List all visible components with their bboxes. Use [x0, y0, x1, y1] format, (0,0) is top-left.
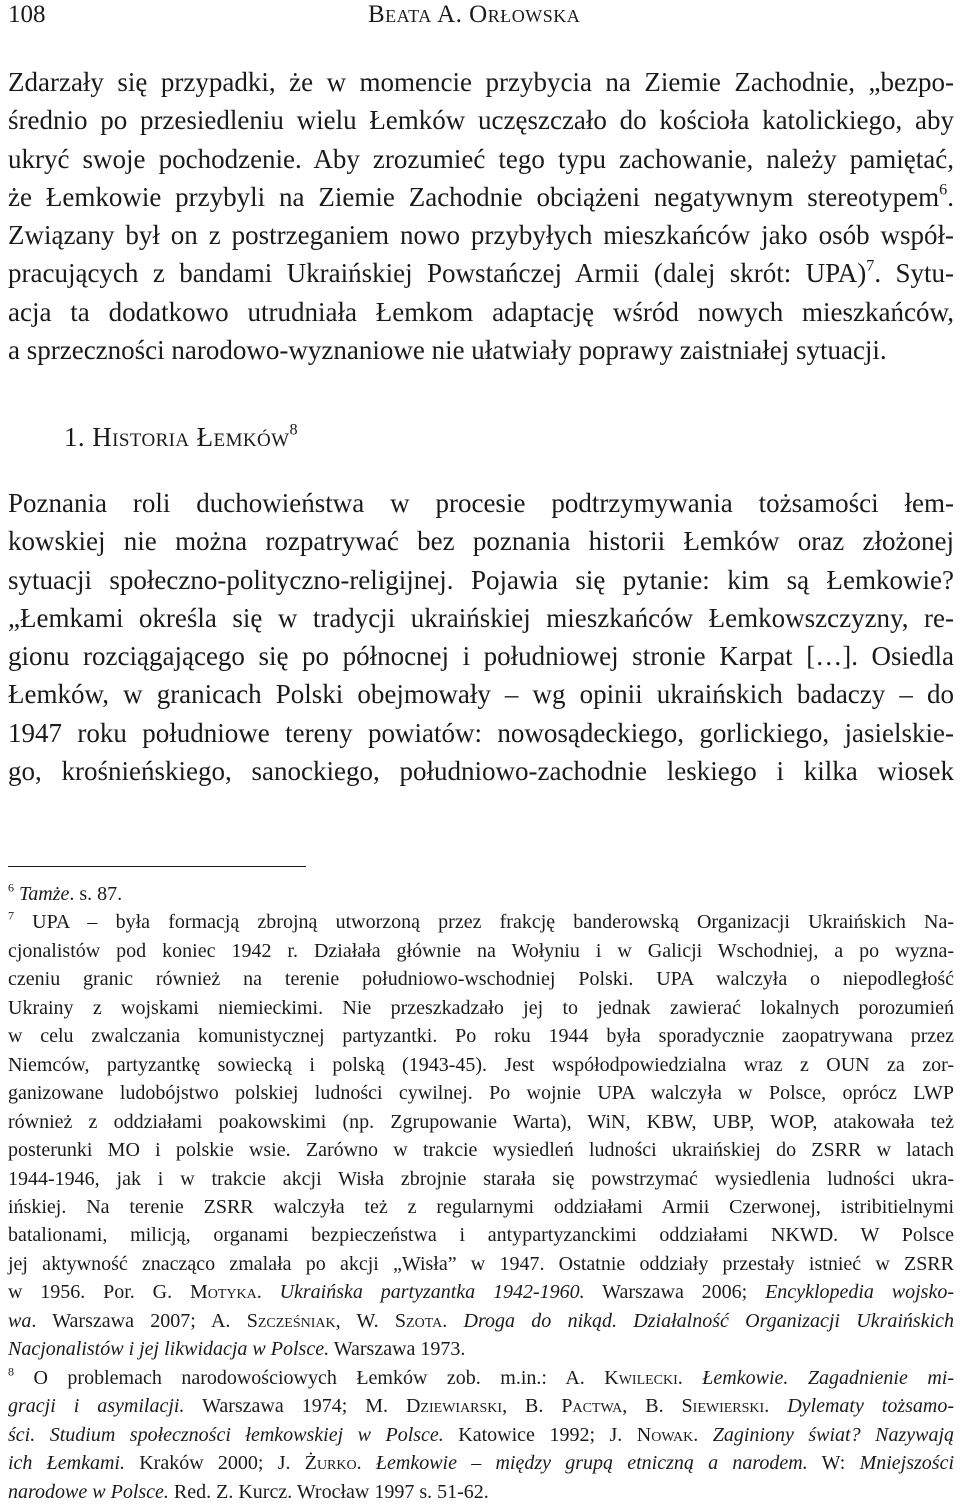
- section-heading: [64, 418, 298, 456]
- footnote-text: , B.: [502, 1395, 562, 1418]
- footnote-7-line: cjonalistów pod koniec 1942 r. Działała głównie na Wołyniu i w Galicji Wschodniej, a po wyzna-: [8, 939, 954, 962]
- footnote-book-title: ich Łemkami.: [8, 1452, 125, 1475]
- footnote-text: Warszawa 2006;: [584, 1281, 766, 1304]
- footnote-author: Dziewiarski: [405, 1395, 503, 1418]
- footnote-author: Szcześniak: [246, 1309, 336, 1332]
- text-line: go, krośnieńskiego, sanockiego, południowo-zachodnie leskiego i kilka wiosek: [8, 756, 954, 787]
- footnote-author: Siewierski: [681, 1395, 765, 1418]
- footnote-text: .: [677, 1366, 703, 1389]
- footnote-author: Kwilecki: [604, 1366, 678, 1389]
- running-head-author: Beata A. Orłowska: [368, 1, 581, 28]
- footnote-number: 6: [8, 880, 14, 895]
- footnote-8-line: [8, 1364, 954, 1392]
- footnote-text: Kraków 2000; J.: [125, 1452, 305, 1475]
- footnote-7-line: [8, 908, 954, 936]
- footnote-7-line: Niemców, partyzantkę sowiecką i polską (1943-45). Jest współodpowiedzialna wraz z OUN za zor-: [8, 1053, 954, 1076]
- text-segment: . Sytu-: [874, 258, 954, 289]
- footnote-ref-7[interactable]: 7: [866, 257, 875, 276]
- text-segment: że Łemkowie przybyli na Ziemie Zachodnie obciążeni negatywnym stereotypem: [8, 181, 940, 212]
- footnote-7-line: w celu zwalczania komunistycznej partyzantki. Po roku 1944 była sporadycznie zaopatrywana przez: [8, 1025, 954, 1048]
- footnote-author: Nowak: [636, 1423, 694, 1446]
- footnote-divider: [8, 866, 306, 867]
- text-line: a sprzeczności narodowo-wyznaniowe nie ułatwiały poprawy zaistniałej sytuacji.: [8, 335, 887, 366]
- footnote-text: W:: [807, 1452, 860, 1475]
- footnote-text: . Warszawa 2007; A.: [31, 1309, 247, 1332]
- text-line: Łemków, w granicach Polski obejmowały – wg opinii ukraińskich badaczy – do: [8, 679, 954, 710]
- page-header: [8, 0, 954, 30]
- paragraph-1: [8, 63, 954, 369]
- footnote-author: Pactwa: [561, 1395, 623, 1418]
- footnote-book-title: Mniejszości: [859, 1452, 954, 1475]
- text-line: [8, 254, 954, 292]
- footnote-number: 7: [8, 909, 14, 924]
- footnote-text: O problemach narodowościowych Łemków zob. m.in.: A.: [33, 1366, 605, 1389]
- footnote-text: .: [693, 1423, 713, 1446]
- text-segment: pracujących z bandami Ukraińskiej Powstańczej Armii (dalej skrót: UPA): [8, 258, 867, 289]
- footnote-7-line: [8, 1307, 954, 1335]
- footnote-7-line: [8, 1335, 954, 1363]
- footnote-book-title: Droga do nikąd. Działalność Organizacji Ukraińskich: [463, 1309, 955, 1332]
- footnote-7-line: [8, 1278, 954, 1306]
- text-line: acja ta dodatkowo utrudniała Łemkom adaptację wśród nowych mieszkańców,: [8, 296, 954, 327]
- footnote-text: .: [356, 1452, 376, 1475]
- footnote-text: w 1956. Por. G.: [8, 1281, 190, 1304]
- footnote-7-line: batalionami, milicją, organami bezpieczeństwa i antypartyzanckimi oddziałami NKWD. W Polsce: [8, 1224, 954, 1247]
- footnote-book-title: Ukraińska partyzantka 1942-1960.: [279, 1281, 585, 1304]
- footnote-book-title: ści. Studium społeczności łemkowskiej w Polsce.: [8, 1423, 444, 1446]
- footnote-7-line: ganizowane ludobójstwo polskiej ludności cywilnej. Po wojnie UPA walczyła w Polsce, oprócz LWP: [8, 1082, 954, 1105]
- footnote-6: [8, 880, 954, 908]
- footnote-text: UPA – była formacją zbrojną utworzoną przez frakcję banderowską Organizacji Ukraińskich Na-: [32, 911, 954, 934]
- section-title: Historia Łemków: [92, 422, 290, 452]
- footnote-book-title: Zaginiony świat? Nazywają: [712, 1423, 955, 1446]
- footnote-text: , B.: [622, 1395, 682, 1418]
- footnote-8-line: [8, 1478, 954, 1506]
- footnotes: [8, 880, 954, 1506]
- footnote-book-title: Łemkowie. Zagadnienie mi-: [702, 1366, 955, 1389]
- text-line: Zdarzały się przypadki, że w momencie przybycia na Ziemie Zachodnie, „bezpo-: [8, 67, 954, 97]
- footnote-author: Żurko: [304, 1452, 357, 1475]
- footnote-book-title: Dylematy tożsamo-: [787, 1395, 955, 1418]
- footnote-book-title: gracji i asymilacji.: [8, 1395, 185, 1418]
- footnote-author: Motyka: [189, 1281, 257, 1304]
- footnote-text: . s. 87.: [69, 883, 123, 905]
- footnote-7-line: 1944-1946, jak i w trakcie akcji Wisła zbrojnie starała się powstrzymać wysiedlenia ludności ukra-: [8, 1167, 954, 1190]
- footnote-text: Katowice 1992; J.: [443, 1423, 637, 1446]
- footnote-ref-8[interactable]: 8: [289, 420, 298, 439]
- text-line: „Łemkami określa się w tradycji ukraińskiej mieszkańców Łemkowszczyzny, re-: [8, 602, 954, 633]
- paragraph-2: [8, 484, 954, 790]
- footnote-text: .: [764, 1395, 788, 1418]
- footnote-7-line: czeniu granic również na terenie południowo-wschodniej Polski. UPA walczyła o niepodległość: [8, 968, 954, 991]
- footnote-text: Warszawa 1974; M.: [184, 1395, 406, 1418]
- footnote-italic: Tamże: [19, 883, 70, 905]
- footnote-text: .: [256, 1281, 280, 1304]
- footnote-8-line: [8, 1421, 954, 1449]
- text-line: ukryć swoje pochodzenie. Aby zrozumieć tego typu zachowanie, należy pamiętać,: [8, 143, 954, 174]
- text-line: średnio po przesiedleniu wielu Łemków uczęszczało do kościoła katolickiego, aby: [8, 105, 954, 136]
- footnote-book-title: Nacjonalistów i jej likwidacja w Polsce.: [8, 1338, 330, 1361]
- text-segment: .: [947, 181, 954, 212]
- text-line: [8, 178, 954, 216]
- footnote-number: 8: [8, 1364, 14, 1379]
- text-line: Poznania roli duchowieństwa w procesie podtrzymywania tożsamości łem-: [8, 488, 954, 518]
- footnote-book-title: narodowe w Polsce.: [8, 1480, 169, 1503]
- text-line: 1947 roku południowe tereny powiatów: nowosądeckiego, gorlickiego, jasielskie-: [8, 717, 954, 748]
- document-page: [8, 0, 954, 1505]
- text-line: kowskiej nie można rozpatrywać bez poznania historii Łemków oraz złożonej: [8, 526, 954, 557]
- footnote-text: Red. Z. Kurcz. Wrocław 1997 s. 51-62.: [168, 1480, 489, 1503]
- footnote-book-title: wa: [8, 1309, 32, 1332]
- footnote-text: Warszawa 1973.: [329, 1338, 466, 1361]
- footnote-book-title: Encyklopedia wojsko-: [765, 1281, 954, 1304]
- footnote-text: , W.: [335, 1309, 395, 1332]
- footnote-book-title: Łemkowie – między grupą etniczną a narodem.: [375, 1452, 808, 1475]
- footnote-7-line: Ukrainy z wojskami niemieckimi. Nie przeszkadzało jej to jednak zawierać lokalnych porozumień: [8, 996, 954, 1019]
- footnote-7-line: posterunki MO i polskie wsie. Zarówno w trakcie wysiedleń ludności ukraińskiej do ZSRR w latach: [8, 1139, 954, 1162]
- footnote-7-line: ińskiej. Na terenie ZSRR walczyła też z regularnymi oddziałami Armii Czerwonej, istribitielnymi: [8, 1195, 954, 1218]
- footnote-ref-6[interactable]: 6: [939, 180, 948, 199]
- footnote-7-line: jej aktywność znacząco zmalała po akcji „Wisła” w 1947. Ostatnie oddziały przestały istnieć w ZSRR: [8, 1252, 954, 1275]
- footnote-8-line: [8, 1392, 954, 1420]
- footnote-8-line: [8, 1449, 954, 1477]
- section-number: 1.: [64, 422, 86, 452]
- footnote-text: .: [442, 1309, 464, 1332]
- text-line: sytuacji społeczno-polityczno-religijnej. Pojawia się pytanie: kim są Łemkowie?: [8, 564, 954, 595]
- text-line: gionu rozciągającego się po północnej i południowej stronie Karpat […]. Osiedla: [8, 641, 954, 672]
- footnote-author: Szota: [394, 1309, 443, 1332]
- footnote-7-line: również z oddziałami poakowskimi (np. Zgrupowanie Warta), WiN, KBW, UBP, WOP, atakowała też: [8, 1110, 954, 1133]
- page-number: 108: [8, 1, 46, 28]
- text-line: Związany był on z postrzeganiem nowo przybyłych mieszkańców jako osób współ-: [8, 220, 954, 251]
